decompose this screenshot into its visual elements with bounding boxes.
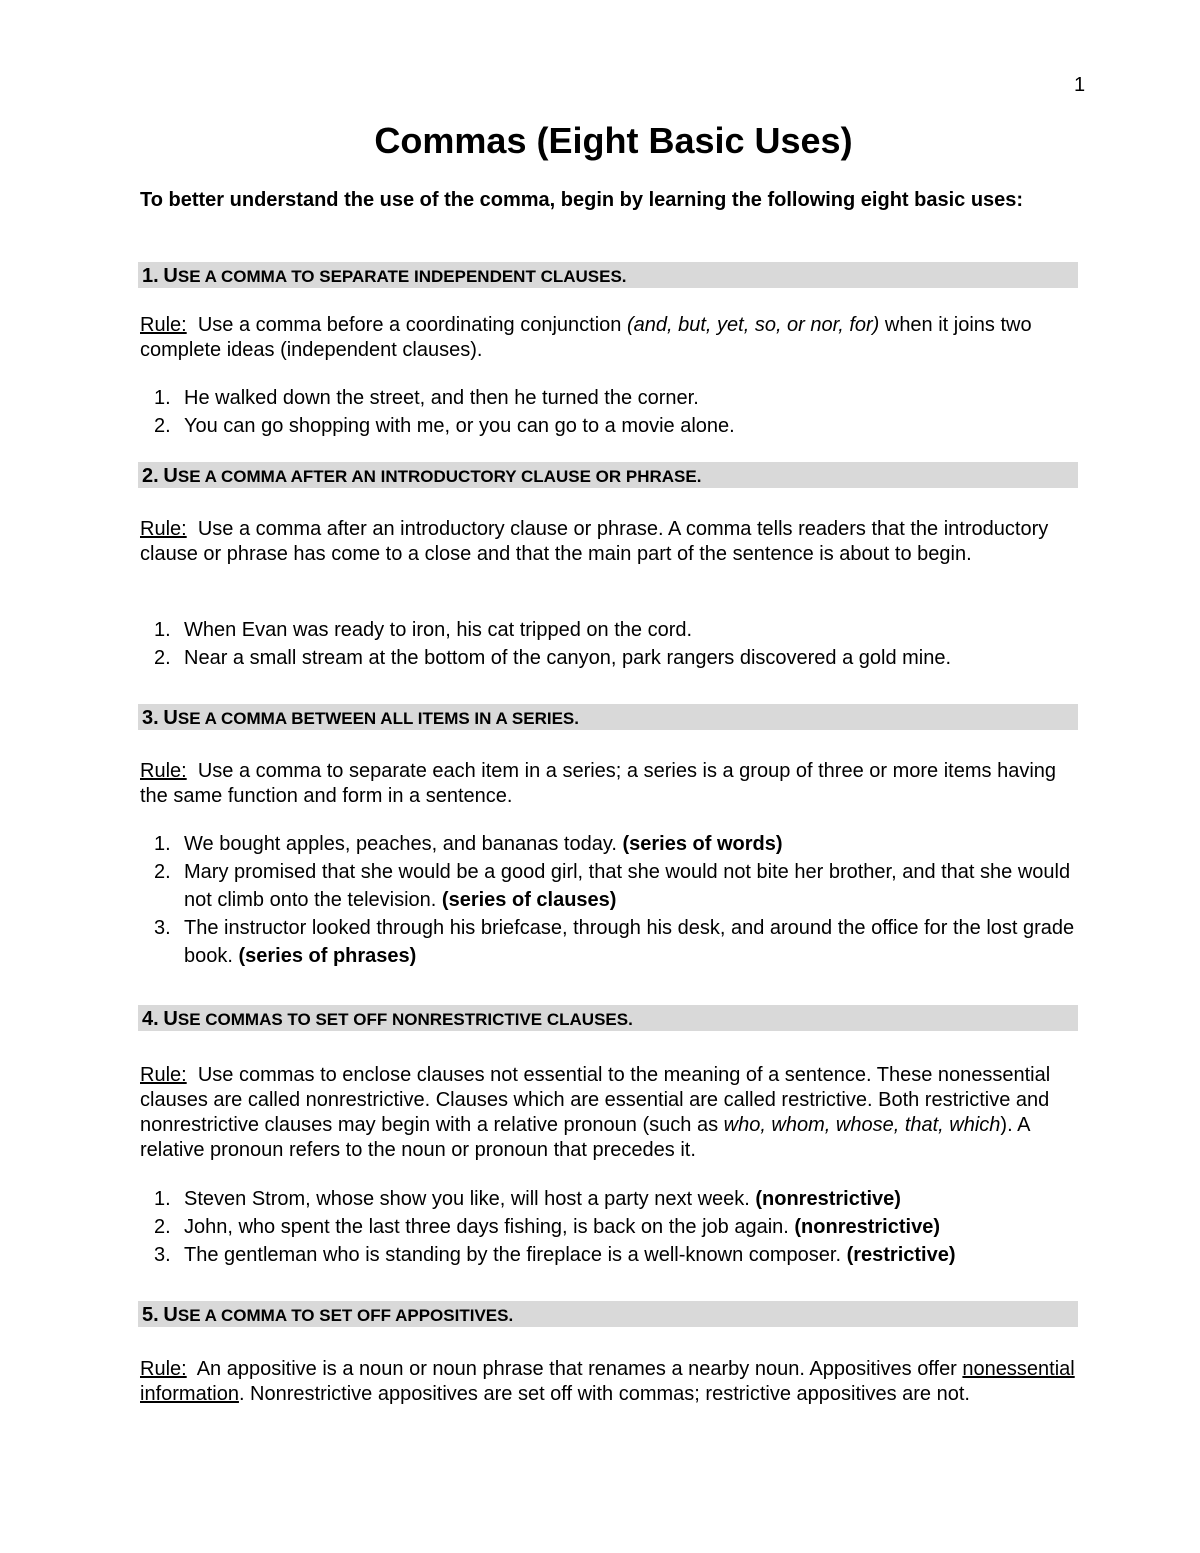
example-text: The instructor looked through his briefcase, through his desk, and around the office for the lost grade book. <box>184 917 1075 967</box>
example-note: (nonrestrictive) <box>755 1188 901 1210</box>
example-text: Near a small stream at the bottom of the canyon, park rangers discovered a gold mine. <box>184 647 952 669</box>
example-text: You can go shopping with me, or you can go to a movie alone. <box>184 415 735 437</box>
list-marker: 2. <box>154 1216 171 1238</box>
section-heading-text: SE A COMMA AFTER AN INTRODUCTORY CLAUSE OR PHRASE. <box>177 467 702 486</box>
section-heading-first-letter: U <box>163 1008 178 1030</box>
example-text: Steven Strom, whose show you like, will host a party next week. <box>184 1188 756 1210</box>
list-item <box>140 914 1085 970</box>
list-marker: 2. <box>154 861 171 883</box>
examples-list-1 <box>140 384 1085 440</box>
section-number: 4. <box>142 1008 159 1030</box>
rule-paragraph-1 <box>140 313 1085 363</box>
section-heading-text: SE COMMAS TO SET OFF NONRESTRICTIVE CLAUSES. <box>177 1010 633 1029</box>
section-number: 2. <box>142 465 159 487</box>
list-marker: 3. <box>154 917 171 939</box>
page-number: 1 <box>1074 74 1086 96</box>
rule-label: Rule: <box>140 1064 187 1086</box>
example-text: When Evan was ready to iron, his cat tripped on the cord. <box>184 619 693 641</box>
list-item <box>140 1241 1085 1269</box>
list-marker: 3. <box>154 1244 171 1266</box>
example-text: He walked down the street, and then he turned the corner. <box>184 387 699 409</box>
list-marker: 1. <box>154 1188 171 1210</box>
list-marker: 2. <box>154 415 171 437</box>
example-note: (series of phrases) <box>238 945 417 967</box>
section-heading-2 <box>138 462 1078 488</box>
rule-text: An appositive is a noun or noun phrase that renames a nearby noun. Appositives offer <box>196 1358 963 1380</box>
list-marker: 1. <box>154 833 171 855</box>
example-note: (nonrestrictive) <box>794 1216 940 1238</box>
section-number: 3. <box>142 707 159 729</box>
section-heading-text: SE A COMMA TO SEPARATE INDEPENDENT CLAUSES. <box>177 267 627 286</box>
list-item <box>140 616 1085 644</box>
list-item <box>140 1185 1085 1213</box>
rule-label: Rule: <box>140 518 187 540</box>
rule-text: Use a comma to separate each item in a series; a series is a group of three or more items having the same function and form in a sentence. <box>140 760 1057 807</box>
section-heading-1 <box>138 262 1078 288</box>
section-heading-first-letter: U <box>163 265 178 287</box>
example-text: We bought apples, peaches, and bananas today. <box>184 833 623 855</box>
rule-label: Rule: <box>140 1358 187 1380</box>
example-text: John, who spent the last three days fishing, is back on the job again. <box>184 1216 795 1238</box>
list-item <box>140 412 1085 440</box>
section-heading-3 <box>138 704 1078 730</box>
section-heading-text: SE A COMMA BETWEEN ALL ITEMS IN A SERIES. <box>177 709 579 728</box>
section-heading-first-letter: U <box>163 1304 178 1326</box>
rule-paragraph-2 <box>140 517 1085 567</box>
list-marker: 1. <box>154 387 171 409</box>
example-text: The gentleman who is standing by the fireplace is a well-known composer. <box>184 1244 847 1266</box>
rule-paragraph-3 <box>140 759 1085 809</box>
list-item <box>140 644 1085 672</box>
example-note: (series of clauses) <box>441 889 617 911</box>
rule-paragraph-5 <box>140 1357 1085 1407</box>
rule-label: Rule: <box>140 760 187 782</box>
section-heading-4 <box>138 1005 1078 1031</box>
rule-text: Use commas to enclose clauses not essential to the meaning of a sentence. These nonessential clauses are called nonrestrictive. Clauses which are essential are called restrictive. Both restrictive and nonrestrictive clauses may begin with a relative pronoun (such as <box>140 1064 1051 1136</box>
rule-underlined-text: nonessential information <box>140 1358 1075 1405</box>
examples-list-2 <box>140 616 1085 672</box>
examples-list-3 <box>140 830 1085 970</box>
rule-italic-text: (and, but, yet, so, or nor, for) <box>626 314 880 336</box>
examples-list-4 <box>140 1185 1085 1269</box>
section-heading-first-letter: U <box>163 707 178 729</box>
list-item <box>140 384 1085 412</box>
intro-text: To better understand the use of the comma, begin by learning the following eight basic uses: <box>140 189 1024 211</box>
section-number: 5. <box>142 1304 159 1326</box>
section-heading-text: SE A COMMA TO SET OFF APPOSITIVES. <box>177 1306 514 1325</box>
example-note: (restrictive) <box>846 1244 956 1266</box>
list-item <box>140 830 1085 858</box>
rule-text-continued: when it joins two complete ideas (independent clauses). <box>140 314 1032 361</box>
rule-text: Use a comma before a coordinating conjunction <box>197 314 627 336</box>
rule-label: Rule: <box>140 314 187 336</box>
section-heading-5 <box>138 1301 1078 1327</box>
rule-text-continued: . Nonrestrictive appositives are set off with commas; restrictive appositives are not. <box>238 1383 970 1405</box>
rule-text-continued: ). A relative pronoun refers to the noun or pronoun that precedes it. <box>140 1114 1030 1161</box>
section-heading-first-letter: U <box>163 465 178 487</box>
example-note: (series of words) <box>622 833 783 855</box>
page-title: Commas (Eight Basic Uses) <box>374 120 853 161</box>
rule-text: Use a comma after an introductory clause or phrase. A comma tells readers that the introductory clause or phrase has come to a close and that the main part of the sentence is about to begin. <box>140 518 1049 565</box>
rule-paragraph-4 <box>140 1063 1085 1163</box>
list-marker: 2. <box>154 647 171 669</box>
example-text: Mary promised that she would be a good girl, that she would not bite her brother, and that she would not climb onto the television. <box>184 861 1071 911</box>
list-item <box>140 1213 1085 1241</box>
list-marker: 1. <box>154 619 171 641</box>
list-item <box>140 858 1085 914</box>
rule-italic-text: who, whom, whose, that, which <box>723 1114 1001 1136</box>
section-number: 1. <box>142 265 159 287</box>
